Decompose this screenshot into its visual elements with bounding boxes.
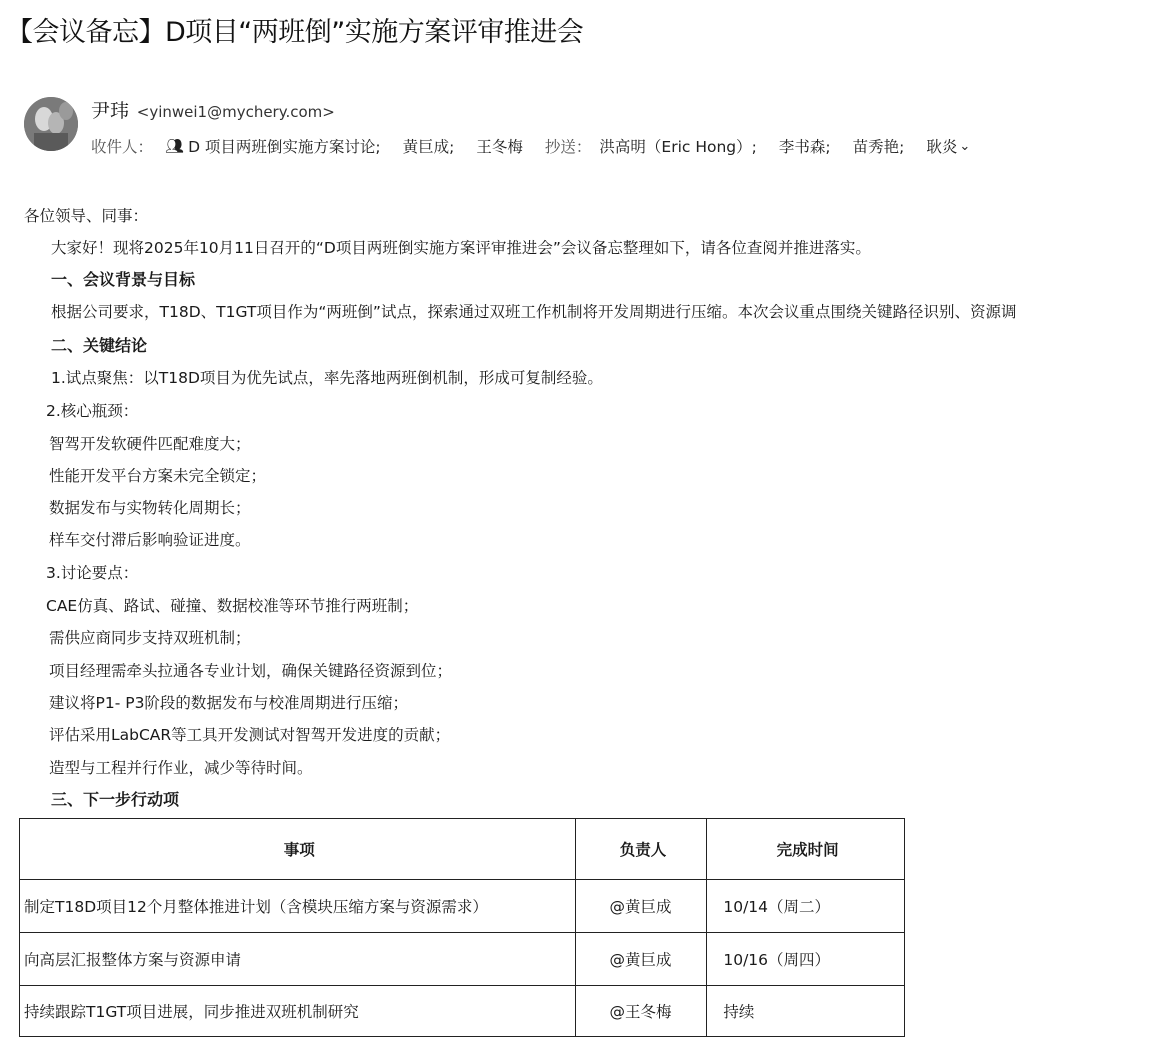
deadline-cell: 持续	[707, 986, 905, 1037]
conclusion-point: 2.核心瓶颈：	[46, 402, 139, 420]
section-title: 三、下一步行动项	[51, 790, 180, 809]
to-label: 收件人：	[91, 138, 154, 156]
sender-email[interactable]: <yinwei1@mychery.com>	[136, 103, 335, 121]
recipients-line	[91, 135, 970, 157]
recipient-to[interactable]: 王冬梅	[476, 138, 523, 156]
table-row	[20, 880, 905, 933]
sender-avatar[interactable]	[24, 97, 78, 151]
column-header-task: 事项	[20, 819, 576, 880]
chevron-down-icon[interactable]: ⌄	[959, 138, 971, 154]
deadline-cell: 10/16（周四）	[707, 933, 905, 986]
discussion-item: 评估采用LabCAR等工具开发测试对智驾开发进度的贡献；	[49, 726, 451, 744]
bottleneck-item: 智驾开发软硬件匹配难度大；	[49, 435, 251, 453]
bottleneck-item: 性能开发平台方案未完全锁定；	[49, 467, 267, 485]
discussion-item: 造型与工程并行作业，减少等待时间。	[49, 759, 313, 777]
conclusion-point: 3.讨论要点：	[46, 564, 139, 582]
recipient-cc[interactable]: 李书森;	[778, 138, 831, 156]
recipient-to[interactable]: 黄巨成;	[402, 138, 455, 156]
cc-label: 抄送：	[544, 138, 592, 156]
recipient-cc[interactable]: 苗秀艳;	[852, 138, 905, 156]
group-icon: 👥︎	[165, 137, 185, 155]
intro-paragraph: 大家好！现将2025年10月11日召开的“D项目两班倒实施方案评审推进会”会议备忘整理如下，请各位查阅并推进落实。	[51, 239, 871, 257]
section-title: 二、关键结论	[51, 336, 148, 355]
action-items-table	[19, 818, 905, 1037]
bottleneck-item: 数据发布与实物转化周期长；	[49, 499, 251, 517]
discussion-item: 需供应商同步支持双班机制；	[49, 629, 251, 647]
table-row	[20, 986, 905, 1037]
bottleneck-item: 样车交付滞后影响验证进度。	[49, 531, 251, 549]
greeting: 各位领导、同事：	[24, 207, 149, 225]
recipient-cc[interactable]: 耿炎	[926, 138, 958, 156]
task-cell: 制定T18D项目12个月整体推进计划（含模块压缩方案与资源需求）	[20, 880, 576, 933]
owner-mention[interactable]: @黄巨成	[575, 880, 707, 933]
table-header-row	[20, 819, 905, 880]
table-row	[20, 933, 905, 986]
recipient-group[interactable]	[165, 135, 381, 157]
avatar-photo-icon	[24, 97, 78, 151]
discussion-item: 项目经理需牵头拉通各专业计划，确保关键路径资源到位；	[49, 662, 453, 680]
owner-mention[interactable]: @黄巨成	[575, 933, 707, 986]
conclusion-point: 1.试点聚焦：以T18D项目为优先试点，率先落地两班倒机制，形成可复制经验。	[51, 369, 603, 387]
owner-mention[interactable]: @王冬梅	[575, 986, 707, 1037]
sender-line	[91, 96, 335, 123]
discussion-item: 建议将P1- P3阶段的数据发布与校准周期进行压缩；	[49, 694, 408, 712]
recipient-group-name: D 项目两班倒实施方案讨论;	[188, 138, 381, 156]
discussion-item: CAE仿真、路试、碰撞、数据校准等环节推行两班制；	[46, 597, 419, 615]
sender-name[interactable]: 尹玮	[91, 100, 130, 122]
column-header-owner: 负责人	[575, 819, 707, 880]
recipient-cc[interactable]: 洪高明（Eric Hong）;	[599, 138, 757, 156]
email-subject: 【会议备忘】D项目“两班倒”实施方案评审推进会	[6, 17, 584, 48]
deadline-cell: 10/14（周二）	[707, 880, 905, 933]
column-header-deadline: 完成时间	[707, 819, 905, 880]
task-cell: 持续跟踪T1GT项目进展，同步推进双班机制研究	[20, 986, 576, 1037]
section-paragraph: 根据公司要求，T18D、T1GT项目作为“两班倒”试点，探索通过双班工作机制将开发周期进行压缩。本次会议重点围绕关键路径识别、资源调	[51, 303, 1017, 321]
section-title: 一、会议背景与目标	[51, 270, 196, 289]
task-cell: 向高层汇报整体方案与资源申请	[20, 933, 576, 986]
